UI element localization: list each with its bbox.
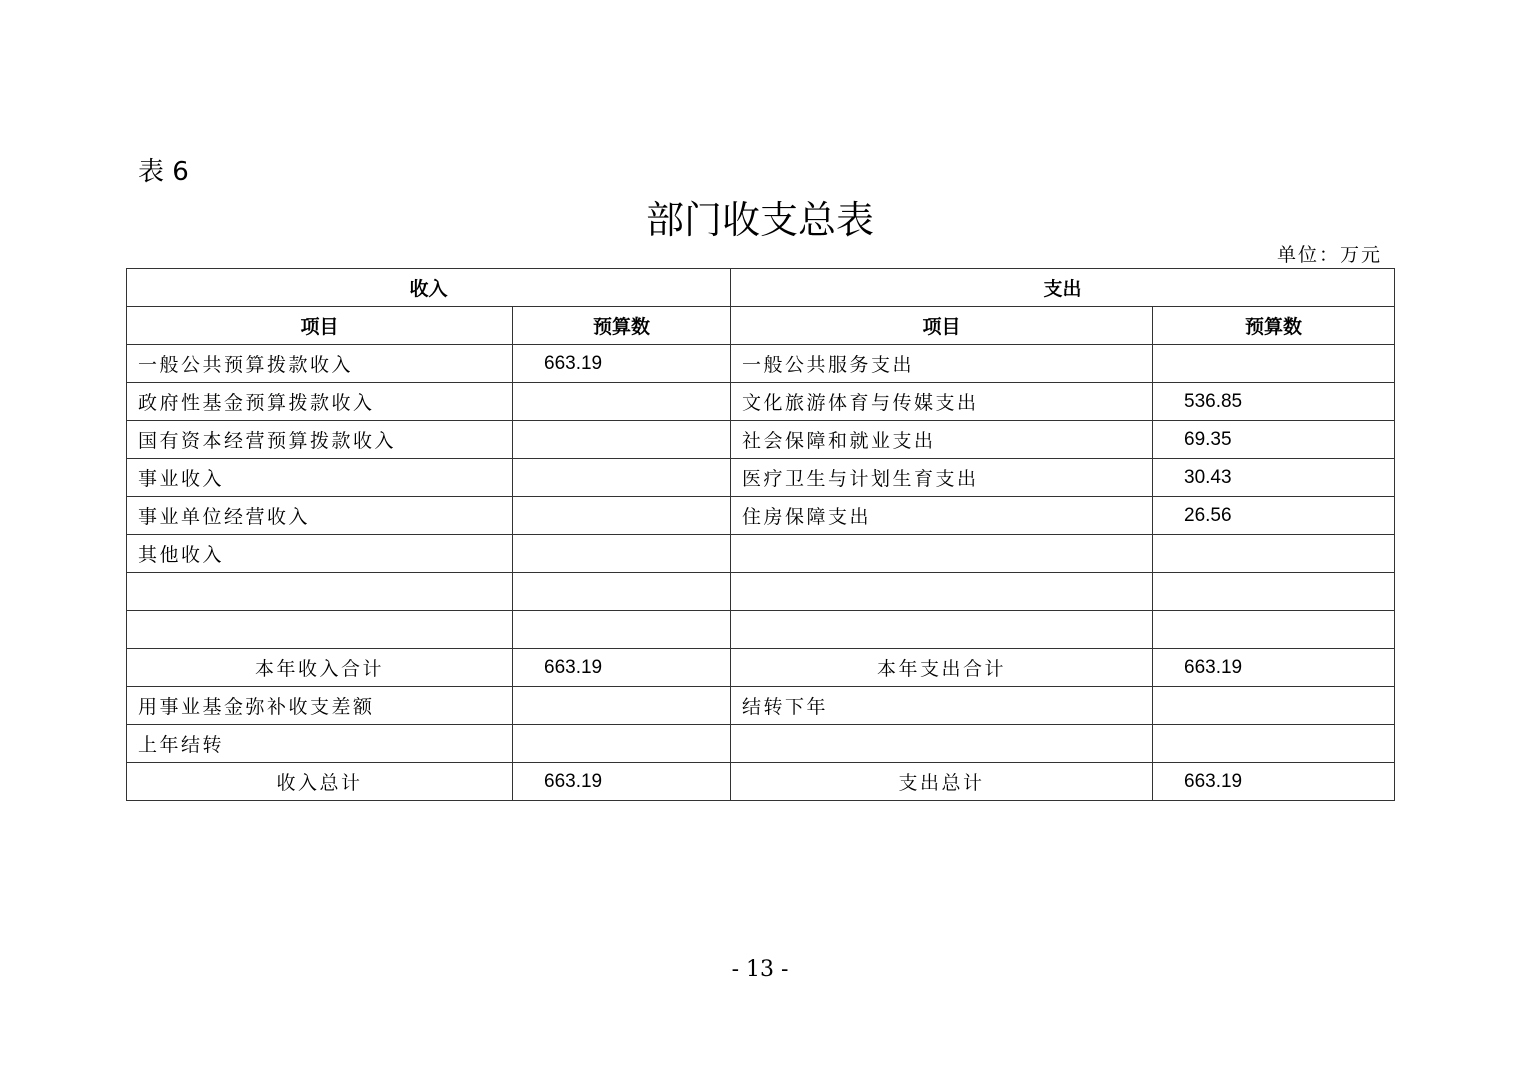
- expense-item: 文化旅游体育与传媒支出: [731, 383, 1153, 421]
- income-amount: [513, 383, 731, 421]
- income-item: 用事业基金弥补收支差额: [127, 687, 513, 725]
- expense-subtotal-label: 本年支出合计: [731, 649, 1153, 687]
- income-amount: 663.19: [513, 345, 731, 383]
- expense-item-header: 项目: [731, 307, 1153, 345]
- table-row: [127, 611, 1395, 649]
- income-amount-header: 预算数: [513, 307, 731, 345]
- expense-amount: [1153, 573, 1395, 611]
- table-row-subtotal: [127, 649, 1395, 687]
- table-row: [127, 725, 1395, 763]
- expense-item: 结转下年: [731, 687, 1153, 725]
- income-subtotal-amount: 663.19: [513, 649, 731, 687]
- table-row: [127, 497, 1395, 535]
- income-item: 国有资本经营预算拨款收入: [127, 421, 513, 459]
- table-row: [127, 573, 1395, 611]
- table-label: 表 6: [138, 157, 189, 187]
- table-row: [127, 421, 1395, 459]
- expense-item: [731, 725, 1153, 763]
- expense-item: 社会保障和就业支出: [731, 421, 1153, 459]
- unit-label: 单位：万元: [1276, 244, 1382, 266]
- expense-item: [731, 611, 1153, 649]
- income-item: [127, 611, 513, 649]
- income-amount: [513, 687, 731, 725]
- expense-item: 医疗卫生与计划生育支出: [731, 459, 1153, 497]
- table-row: [127, 687, 1395, 725]
- income-amount: [513, 573, 731, 611]
- expense-amount: 69.35: [1153, 421, 1395, 459]
- expense-amount: [1153, 535, 1395, 573]
- table-row: [127, 459, 1395, 497]
- income-item: 一般公共预算拨款收入: [127, 345, 513, 383]
- income-item: 政府性基金预算拨款收入: [127, 383, 513, 421]
- income-amount: [513, 459, 731, 497]
- header-row-sections: [127, 269, 1395, 307]
- income-amount: [513, 535, 731, 573]
- income-amount: [513, 421, 731, 459]
- income-item: 其他收入: [127, 535, 513, 573]
- expense-subtotal-amount: 663.19: [1153, 649, 1395, 687]
- expense-item: 一般公共服务支出: [731, 345, 1153, 383]
- budget-table: [126, 268, 1395, 801]
- expense-amount-header: 预算数: [1153, 307, 1395, 345]
- header-row-columns: [127, 307, 1395, 345]
- expense-section-header: 支出: [731, 269, 1395, 307]
- expense-amount: [1153, 725, 1395, 763]
- income-item: 上年结转: [127, 725, 513, 763]
- income-item-header: 项目: [127, 307, 513, 345]
- income-item: 事业单位经营收入: [127, 497, 513, 535]
- expense-amount: 26.56: [1153, 497, 1395, 535]
- income-amount: [513, 611, 731, 649]
- expense-amount: 536.85: [1153, 383, 1395, 421]
- expense-amount: 30.43: [1153, 459, 1395, 497]
- expense-total-label: 支出总计: [731, 763, 1153, 801]
- expense-amount: [1153, 345, 1395, 383]
- page-title: 部门收支总表: [645, 198, 874, 242]
- expense-item: 住房保障支出: [731, 497, 1153, 535]
- income-total-amount: 663.19: [513, 763, 731, 801]
- expense-amount: [1153, 611, 1395, 649]
- income-subtotal-label: 本年收入合计: [127, 649, 513, 687]
- table-row: [127, 345, 1395, 383]
- table-row-total: [127, 763, 1395, 801]
- table-row: [127, 535, 1395, 573]
- income-section-header: 收入: [127, 269, 731, 307]
- page-number: - 13 -: [731, 957, 789, 982]
- expense-amount: [1153, 687, 1395, 725]
- income-item: [127, 573, 513, 611]
- expense-item: [731, 535, 1153, 573]
- income-amount: [513, 725, 731, 763]
- income-amount: [513, 497, 731, 535]
- income-total-label: 收入总计: [127, 763, 513, 801]
- expense-total-amount: 663.19: [1153, 763, 1395, 801]
- table-row: [127, 383, 1395, 421]
- expense-item: [731, 573, 1153, 611]
- income-item: 事业收入: [127, 459, 513, 497]
